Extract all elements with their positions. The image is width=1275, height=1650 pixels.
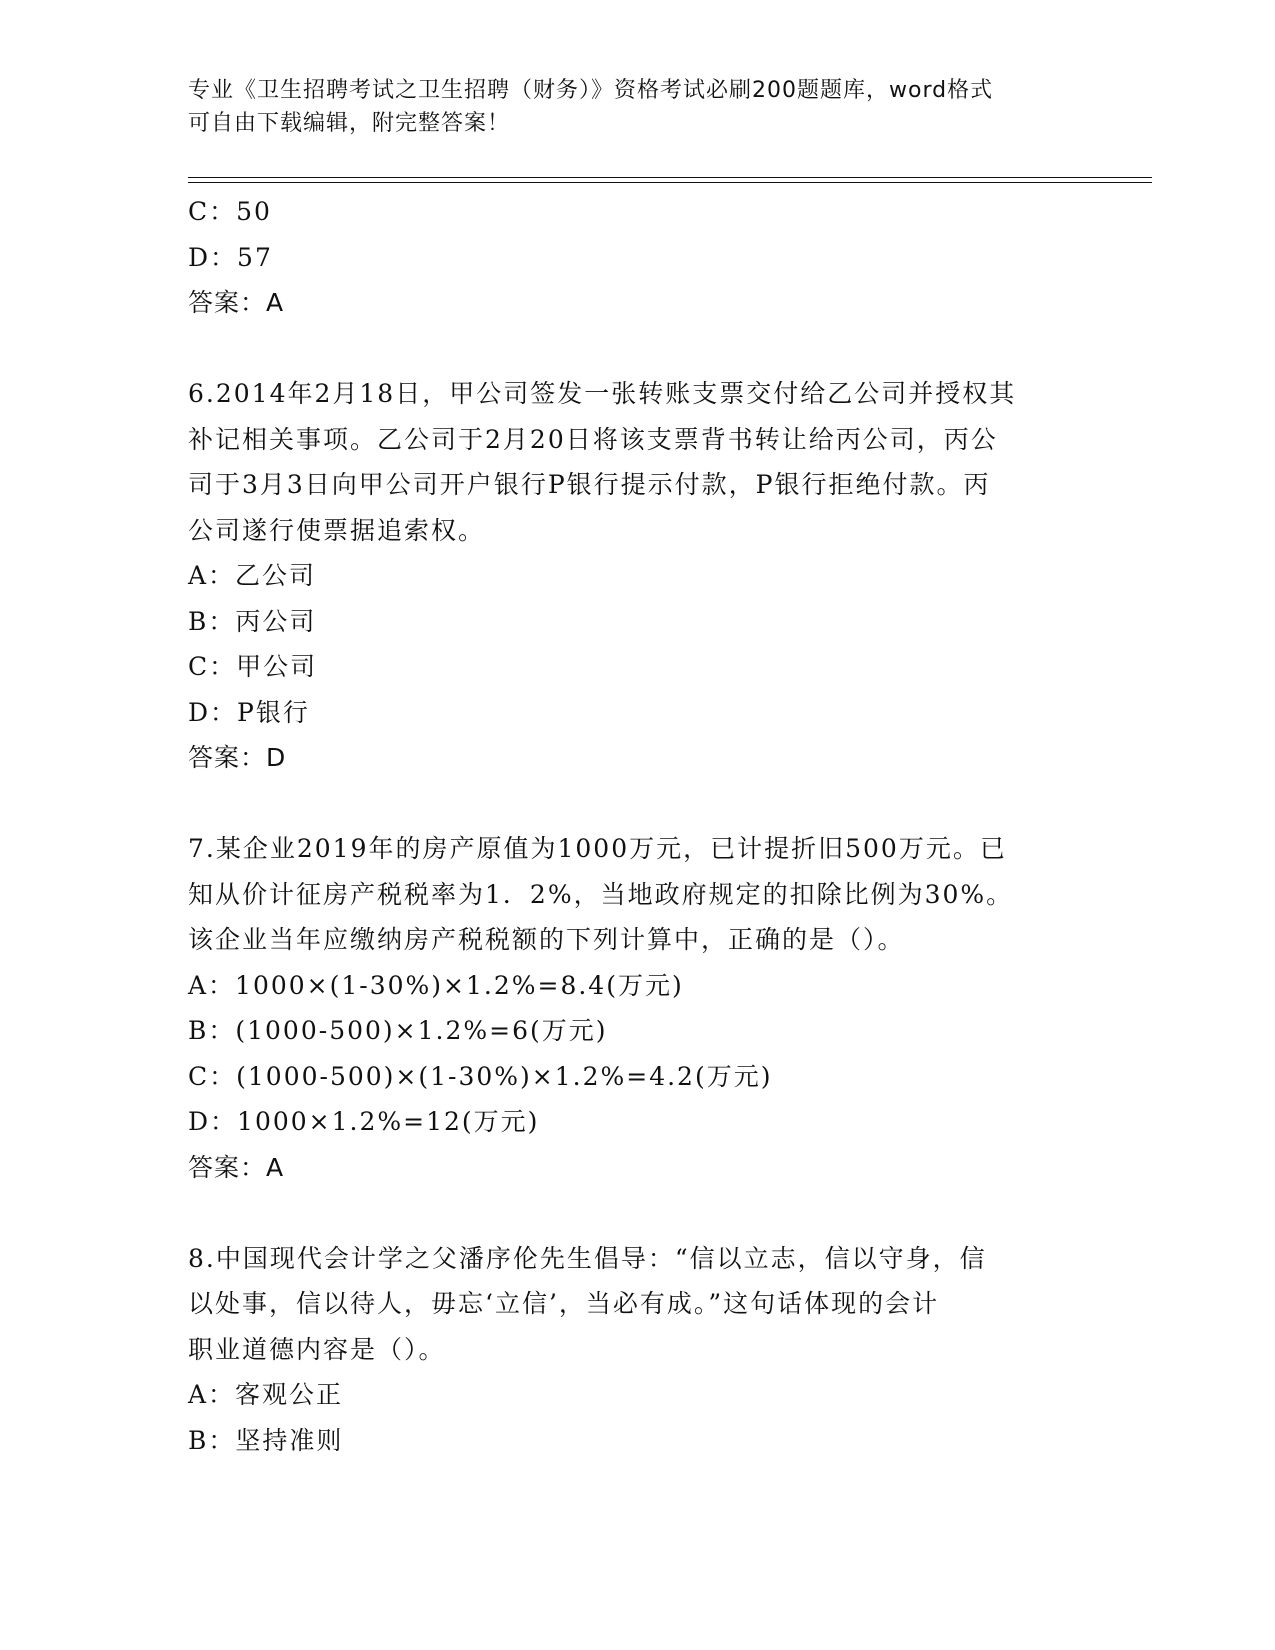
q6-stem-line-1: 6.2014年2月18日，甲公司签发一张转账支票交付给乙公司并授权其 bbox=[188, 379, 1017, 408]
spacer bbox=[188, 326, 1088, 372]
q5-option-d: D：57 bbox=[188, 242, 273, 272]
question-6-block bbox=[188, 371, 1088, 781]
header-line-2: 可自由下载编辑，附完整答案！ bbox=[188, 111, 511, 136]
q5-option-c: C：50 bbox=[188, 197, 272, 226]
q7-stem-line-3: 该企业当年应缴纳房产税税额的下列计算中，正确的是（）。 bbox=[188, 925, 905, 954]
question-5-block bbox=[188, 189, 1088, 326]
header-divider-top bbox=[188, 177, 1152, 178]
q6-stem-line-4: 公司遂行使票据追索权。 bbox=[188, 515, 486, 545]
q7-option-b: B：(1000-500)×1.2%=6(万元) bbox=[188, 1016, 608, 1045]
q6-option-b: B：丙公司 bbox=[188, 606, 317, 636]
spacer bbox=[188, 781, 1088, 827]
q5-answer: 答案：A bbox=[188, 288, 285, 317]
q8-option-b: B：坚持准则 bbox=[188, 1425, 344, 1455]
document-body bbox=[188, 189, 1088, 1463]
q6-option-c: C：甲公司 bbox=[188, 652, 318, 681]
q6-option-a: A：乙公司 bbox=[188, 561, 317, 590]
document-header bbox=[188, 74, 1088, 140]
q7-option-c: C：(1000-500)×(1-30%)×1.2%=4.2(万元) bbox=[188, 1061, 773, 1091]
q6-option-d: D：P银行 bbox=[188, 697, 310, 727]
q8-stem-line-3: 职业道德内容是（）。 bbox=[188, 1334, 446, 1364]
q7-option-a: A：1000×(1-30%)×1.2%=8.4(万元) bbox=[188, 970, 684, 1000]
q7-stem-line-2: 知从价计征房产税税率为1．2%，当地政府规定的扣除比例为30%。 bbox=[188, 879, 1014, 909]
question-7-block bbox=[188, 826, 1088, 1190]
question-8-block bbox=[188, 1236, 1088, 1464]
q7-answer: 答案：A bbox=[188, 1152, 285, 1182]
q6-stem-line-2: 补记相关事项。乙公司于2月20日将该支票背书转让给丙公司，丙公 bbox=[188, 424, 998, 454]
q8-option-a: A：客观公正 bbox=[188, 1380, 344, 1409]
q7-option-d: D：1000×1.2%=12(万元) bbox=[188, 1107, 540, 1136]
header-divider-bottom bbox=[188, 182, 1152, 183]
header-line-1: 专业《卫生招聘考试之卫生招聘（财务）》资格考试必刷200题题库，word格式 bbox=[188, 78, 994, 103]
q6-answer: 答案：D bbox=[188, 743, 287, 772]
q8-stem-line-1: 8.中国现代会计学之父潘序伦先生倡导：“信以立志，信以守身，信 bbox=[188, 1243, 987, 1273]
q6-stem-line-3: 司于3月3日向甲公司开户银行P银行提示付款，P银行拒绝付款。丙 bbox=[188, 470, 991, 499]
q7-stem-line-1: 7.某企业2019年的房产原值为1000万元，已计提折旧500万元。已 bbox=[188, 834, 1007, 863]
q8-stem-line-2: 以处事，信以待人，毋忘‘立信’，当必有成。”这句话体现的会计 bbox=[188, 1289, 940, 1318]
spacer bbox=[188, 1190, 1088, 1236]
